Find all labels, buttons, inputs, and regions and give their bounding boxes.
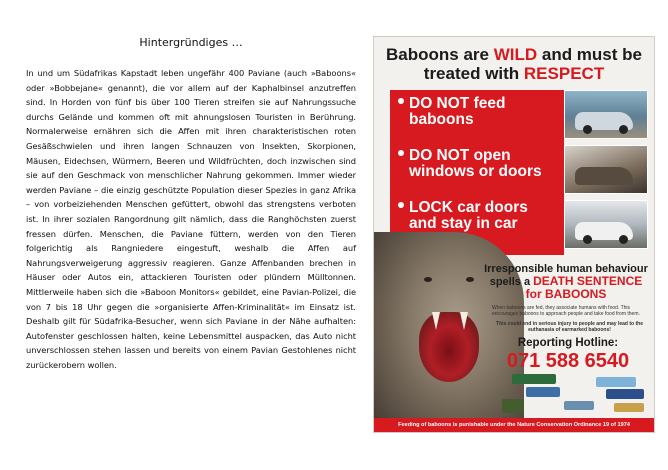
article-body: In und um Südafrikas Kapstadt leben ungefähr 400 Paviane (auch »Baboons« oder »Bobbejane« genannt), die vor allem auf der Kaphalbinsel anzutreffen sind. In Horden von fünf bis über 100 Tieren streifen sie auf Nahrungssuche durchs Gelände und kommen oft mit ahnungslosen Touristen in Berührung. Normalerweise ernähren sich die Affen mit ihren charakteristischen roten Gesäßschwielen und ihren langen Schnauzen von Insekten, Skorpionen, Mäusen, Eidechsen, Würmern, Beeren und Wildfrüchten, doch inzwischen sind sie auf den Geschmack von menschlicher Nahrung gekommen. Immer wieder werden Paviane – die einzig geschützte Population dieser Spezies in ganz Afrika – von vorbeiziehenden Menschen gefüttert, obwohl das strengstens verboten ist. In ihrer sozialen Rangordnung gilt nämlich, dass die Ranghöchsten zuerst fressen dürfen. Menschen, die Paviane füttern, werden von den Tieren folgerichtig als Rangniedere eingestuft, weshalb die Affen auf Nahrungsverweigerung aggressiv reagieren. Ganze Affenbanden brechen in Häuser oder Autos ein, attackieren Touristen oder plündern Mülltonnen. Mittlerweile haben sich die »Baboon Monitors« gebildet, eine Pavian-Polizei, die von 7 bis 18 Uhr gegen die »organisierte Affen-Kriminalität« im Einsatz ist. Deshalb gilt für Südafrika-Besucher, wenn sich Paviane in der Nähe aufhalten: Autofenster geschlossen halten, keine Lebensmittel auspacken, das Auto nicht unverschlossen stehen lassen und bereits von einem Pavian Gestohlenes nicht zurückerobern wollen. — [26, 68, 356, 370]
bullet-icon — [398, 150, 404, 156]
sponsor-logo — [606, 389, 644, 399]
death-sentence-subhead — [478, 263, 654, 301]
rule-no-open-line2: windows or doors — [409, 163, 542, 180]
rule-lock-doors — [398, 200, 528, 232]
poster-title-part1: Baboons are — [386, 45, 494, 64]
baboon-fang — [432, 312, 440, 330]
sponsor-logo — [596, 377, 636, 387]
car-photo — [564, 90, 648, 139]
rule-no-open — [398, 148, 542, 180]
baboon-on-car-photo — [564, 200, 648, 249]
poster-title-respect: RESPECT — [523, 64, 605, 83]
baboon-fang — [460, 312, 468, 330]
hotline-label: Reporting Hotline: — [517, 337, 619, 349]
bullet-icon — [398, 202, 404, 208]
article-heading: Hintergründiges … — [139, 36, 243, 49]
car-interior-photo — [564, 145, 648, 194]
sponsor-logo — [564, 401, 594, 410]
explanation-text-2: This could end in serious injury to people and may lead to the euthanasia of earmarked baboons! — [496, 321, 643, 333]
poster-title — [374, 45, 654, 83]
rule-no-feed-line2: baboons — [409, 111, 474, 128]
rule-no-open-line1: DO NOT open — [409, 147, 511, 164]
article-column — [26, 36, 356, 372]
hotline-number: 071 588 6540 — [506, 350, 630, 372]
rules-panel — [390, 90, 564, 255]
rule-lock-doors-line1: LOCK car doors — [409, 199, 528, 216]
poster-footer: Feeding of baboons is punishable under the Nature Conservation Ordinance 19 of 1974 — [374, 418, 654, 432]
wheel-shape — [583, 235, 592, 244]
rule-no-feed-line1: DO NOT feed — [409, 95, 506, 112]
sponsor-logo — [512, 374, 556, 384]
poster-title-wild: WILD — [493, 45, 538, 64]
poster-explanation — [492, 305, 647, 337]
sponsor-logo — [614, 403, 644, 412]
subhead-line2: spells a — [489, 276, 534, 288]
sponsor-logo — [526, 387, 560, 397]
rule-no-feed — [398, 96, 505, 128]
sponsor-logo — [502, 399, 524, 413]
baboon-eye — [424, 277, 432, 282]
subhead-red2: for BABOONS — [525, 287, 607, 301]
bullet-icon — [398, 98, 404, 104]
poster-title-part2: and must be treated with — [423, 45, 642, 83]
wheel-shape — [619, 125, 628, 134]
baboon-mouth — [419, 312, 479, 382]
rule-lock-doors-line2: and stay in car — [409, 215, 518, 232]
car-shape — [575, 167, 633, 185]
baboon-warning-poster — [373, 36, 655, 433]
wheel-shape — [583, 125, 592, 134]
subhead-red1: DEATH SENTENCE — [533, 274, 643, 288]
explanation-text-1: When baboons are fed, they associate humans with food. This encourages baboons to approach people and take food from them. — [492, 305, 640, 317]
baboon-eye — [466, 277, 474, 282]
wheel-shape — [619, 235, 628, 244]
subhead-line1: Irresponsible human behaviour — [484, 263, 648, 275]
